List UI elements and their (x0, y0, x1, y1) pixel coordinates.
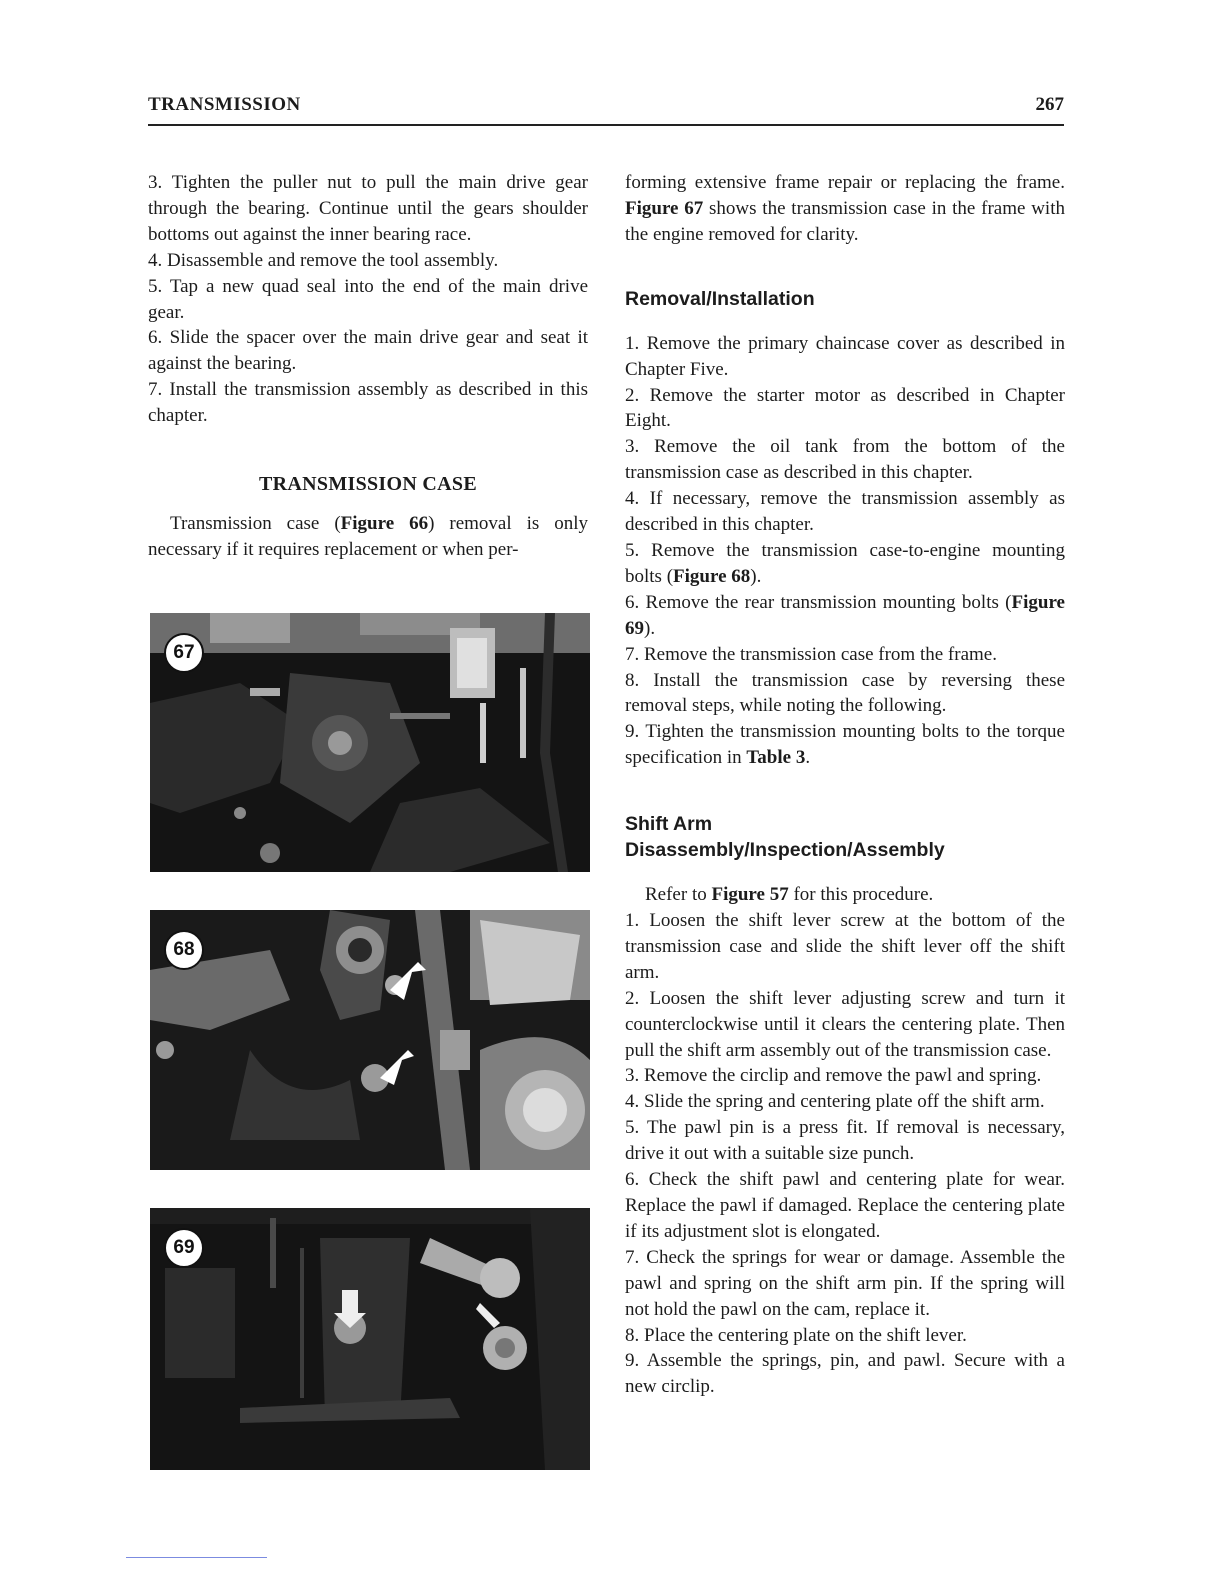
figure-69-photo (150, 1208, 590, 1470)
step-paragraph: 6. Remove the rear transmission mounting bolts (Figure 69). (625, 591, 1065, 639)
step-paragraph: 2. Remove the starter motor as described in Chapter Eight. (625, 384, 1065, 432)
figure-reference: Figure 69 (625, 591, 1065, 639)
step-paragraph: 7. Remove the transmission case from the frame. (625, 643, 997, 665)
step-paragraph: 8. Install the transmission case by reversing these removal steps, while noting the following. (625, 669, 1065, 717)
step-paragraph: 4. Slide the spring and centering plate off the shift arm. (625, 1091, 1045, 1113)
table-reference: Table 3 (746, 747, 806, 769)
intro-paragraph: Transmission case (Figure 66) removal is only necessary if it requires replacement or when per- (148, 512, 588, 560)
step-paragraph: 5. Tap a new quad seal into the end of the main drive gear. (148, 275, 588, 323)
figure-reference: Figure 68 (673, 565, 751, 587)
page-header (148, 94, 1064, 126)
step-paragraph: 3. Remove the oil tank from the bottom of the transmission case as described in this chapter. (625, 436, 1065, 484)
section-heading: TRANSMISSION CASE (259, 473, 477, 496)
step-paragraph: 4. Disassemble and remove the tool assembly. (148, 249, 499, 271)
step-paragraph: 7. Install the transmission assembly as described in this chapter. (148, 379, 588, 427)
figure-reference: Figure 67 (625, 197, 704, 219)
step-paragraph: 6. Check the shift pawl and centering plate for wear. Replace the pawl if damaged. Replace the centering plate if its adjustment slot is elongated. (625, 1169, 1065, 1242)
step-paragraph: 6. Slide the spacer over the main drive gear and seat it against the bearing. (148, 327, 588, 375)
footer-rule (126, 1557, 267, 1558)
step-paragraph: 5. The pawl pin is a press fit. If removal is necessary, drive it out with a suitable size punch. (625, 1117, 1065, 1165)
step-paragraph: 2. Loosen the shift lever adjusting screw and turn it counterclockwise until it clears the centering plate. Then pull the shift arm assembly out of the transmission case. (625, 987, 1065, 1061)
figure-number-badge: 68 (164, 930, 204, 970)
step-paragraph: 3. Tighten the puller nut to pull the main drive gear through the bearing. Continue until the gears shoulder bottoms out against the inner bearing race. (148, 172, 588, 245)
page-number: 267 (1035, 94, 1064, 115)
figure-68-photo (150, 910, 590, 1170)
left-column (148, 170, 588, 563)
step-paragraph: 7. Check the springs for wear or damage. Assemble the pawl and spring on the shift arm pin. If the spring will not hold the pawl on the cam, replace it. (625, 1246, 1065, 1320)
step-paragraph: 1. Loosen the shift lever screw at the bottom of the transmission case and slide the shift lever off the shift arm. (625, 910, 1065, 983)
figure-67-photo (150, 613, 590, 872)
step-paragraph: 4. If necessary, remove the transmission assembly as described in this chapter. (625, 488, 1065, 536)
step-paragraph: 5. Remove the transmission case-to-engine mounting bolts (Figure 68). (625, 539, 1065, 587)
right-column (625, 170, 1065, 1400)
running-title: TRANSMISSION (148, 94, 301, 115)
subsection-heading: Disassembly/Inspection/Assembly (625, 839, 945, 862)
subsection-heading: Removal/Installation (625, 287, 815, 310)
figure-number-badge: 67 (164, 633, 204, 673)
figure-reference: Figure 66 (340, 512, 429, 534)
step-paragraph: 9. Assemble the springs, pin, and pawl. Secure with a new circlip. (625, 1350, 1065, 1398)
step-paragraph: 9. Tighten the transmission mounting bolts to the torque specification in Table 3. (625, 721, 1065, 769)
figure-reference: Figure 57 (711, 884, 789, 906)
figure-number-badge: 69 (164, 1228, 204, 1268)
step-paragraph: 1. Remove the primary chaincase cover as described in Chapter Five. (625, 332, 1065, 380)
continuation-paragraph: forming extensive frame repair or replacing the frame. Figure 67 shows the transmission case in the frame with the engine removed for clarity. (625, 172, 1065, 245)
intro-paragraph: Refer to Figure 57 for this procedure. (645, 884, 934, 906)
subsection-heading: Shift Arm (625, 813, 713, 836)
step-paragraph: 8. Place the centering plate on the shift lever. (625, 1324, 967, 1346)
step-paragraph: 3. Remove the circlip and remove the pawl and spring. (625, 1065, 1042, 1087)
